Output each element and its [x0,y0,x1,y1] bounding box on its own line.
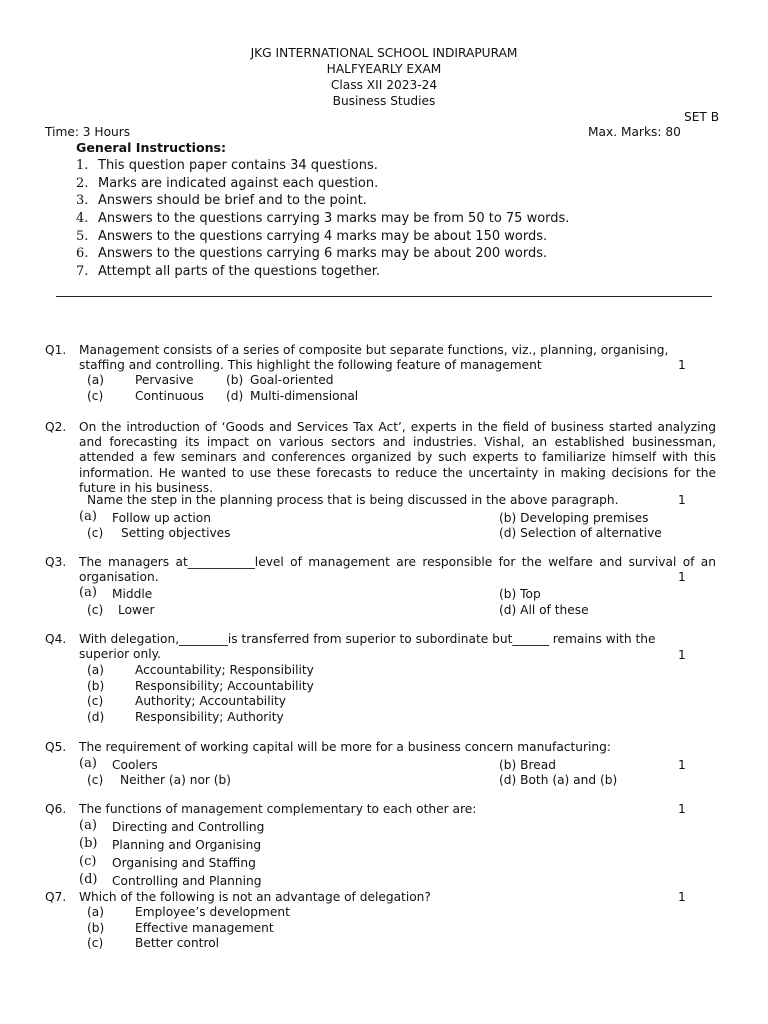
class-year: Class XII 2023-24 [330,78,438,92]
q6-option-a-label: (a) [79,818,97,833]
q4-option-b-label: (b) [87,679,105,693]
q3-option-a-label: (a) [79,585,97,600]
q6-option-b: Planning and Organising [112,838,262,852]
q4-option-d-label: (d) [87,710,105,724]
instruction-item: 3. [76,193,89,208]
q4-option-b: Responsibility; Accountability [135,679,314,693]
q1-option-c-label: (c) [87,389,104,403]
instruction-item: 2. [76,176,89,191]
q5-marks: 1 [678,758,686,772]
q6-marks: 1 [678,802,686,816]
q3-option-d: (d) All of these [499,603,589,617]
q1-option-a-label: (a) [87,373,104,387]
q2-marks: 1 [678,493,686,507]
max-marks-label: Max. Marks: 80 [588,125,681,139]
q5-number: Q5. [45,740,67,754]
q5-option-a-label: (a) [79,756,97,771]
q1-option-d-label: (d) [226,389,244,403]
q6-text: The functions of management complementary to each other are: [79,802,477,816]
q7-number: Q7. [45,890,67,904]
q1-option-d: Multi-dimensional [250,389,359,403]
q7-marks: 1 [678,890,686,904]
q1-option-b-label: (b) [226,373,244,387]
q6-option-b-label: (b) [79,836,98,851]
q1-number: Q1. [45,343,67,357]
q2-option-b: (b) Developing premises [499,511,649,525]
instruction-text: Answers to the questions carrying 4 marks may be about 150 words. [98,229,548,244]
q7-option-a: Employee’s development [135,905,290,919]
instruction-item: 5. [76,229,89,244]
instruction-text: Answers should be brief and to the point. [98,193,367,208]
q2-question: Name the step in the planning process that is being discussed in the above paragraph. [87,493,619,507]
q6-option-c: Organising and Staffing [112,856,256,870]
q6-number: Q6. [45,802,67,816]
q4-text-line2: superior only. [79,647,161,661]
q7-option-b: Effective management [135,921,274,935]
q3-option-c-label: (c) [87,603,104,617]
q1-text-line1: Management consists of a series of composite but separate functions, viz., planning, organising, [79,343,669,357]
instruction-text: Answers to the questions carrying 6 marks may be about 200 words. [98,246,548,261]
q7-option-c: Better control [135,936,220,950]
instruction-text: Marks are indicated against each question. [98,176,379,191]
q5-text: The requirement of working capital will be more for a business concern manufacturing: [79,740,611,754]
set-label: SET B [684,110,720,124]
time-label: Time: 3 Hours [45,125,131,139]
q1-option-b: Goal-oriented [250,373,334,387]
q5-option-c-label: (c) [87,773,104,787]
instruction-text: Answers to the questions carrying 3 marks may be from 50 to 75 words. [98,211,570,226]
instructions-title: General Instructions: [76,140,227,155]
q2-option-a-label: (a) [79,509,97,524]
q3-option-a: Middle [112,587,153,601]
q7-option-c-label: (c) [87,936,104,950]
q2-option-c-label: (c) [87,526,104,540]
q4-option-a-label: (a) [87,663,104,677]
q4-option-d: Responsibility; Authority [135,710,284,724]
q6-option-d: Controlling and Planning [112,874,262,888]
q3-option-b: (b) Top [499,587,541,601]
school-name: JKG INTERNATIONAL SCHOOL INDIRAPURAM [250,46,518,60]
q5-option-a: Coolers [112,758,158,772]
q3-text: The managers at___________level of management are responsible for the welfare and survival of an organisation. [79,555,716,585]
instruction-item: 7. [76,264,89,279]
q4-option-c-label: (c) [87,694,104,708]
q7-text: Which of the following is not an advantage of delegation? [79,890,431,904]
q3-number: Q3. [45,555,67,569]
header-divider [56,296,712,297]
q1-option-a: Pervasive [135,373,194,387]
subject-name: Business Studies [332,94,436,108]
q4-marks: 1 [678,648,686,662]
q2-option-d: (d) Selection of alternative [499,526,662,540]
q2-text: On the introduction of ‘Goods and Services Tax Act’, experts in the field of business started analyzing and forecasting its impact on various sectors and industries. Vishal, an established businessman, attended a few seminars and conferences organized by such experts to familiarize himself with this information. He wanted to use these forecasts to reduce the uncertainty in making decisions for the future in his business. [79,420,716,495]
q4-number: Q4. [45,632,67,646]
q6-option-d-label: (d) [79,872,98,887]
q1-text-line2: staffing and controlling. This highlight the following feature of management [79,358,542,372]
q4-text-line1: With delegation,________is transferred from superior to subordinate but______ remains with the [79,632,656,646]
q4-option-c: Authority; Accountability [135,694,286,708]
q3-option-c: Lower [118,603,155,617]
q4-option-a: Accountability; Responsibility [135,663,314,677]
instruction-item: 4. [76,211,89,226]
q2-option-c: Setting objectives [121,526,231,540]
q5-option-c: Neither (a) nor (b) [120,773,232,787]
q1-marks: 1 [678,358,686,372]
exam-name: HALFYEARLY EXAM [326,62,442,76]
q6-option-c-label: (c) [79,854,97,869]
q5-option-d: (d) Both (a) and (b) [499,773,618,787]
instruction-item: 1. [76,158,89,173]
instruction-text: This question paper contains 34 questions. [98,158,378,173]
q3-marks: 1 [678,570,686,584]
instruction-text: Attempt all parts of the questions together. [98,264,381,279]
q6-option-a: Directing and Controlling [112,820,265,834]
q1-option-c: Continuous [135,389,204,403]
q5-option-b: (b) Bread [499,758,556,772]
instruction-item: 6. [76,246,89,261]
q2-option-a: Follow up action [112,511,211,525]
q7-option-b-label: (b) [87,921,105,935]
q7-option-a-label: (a) [87,905,104,919]
q2-number: Q2. [45,420,67,434]
